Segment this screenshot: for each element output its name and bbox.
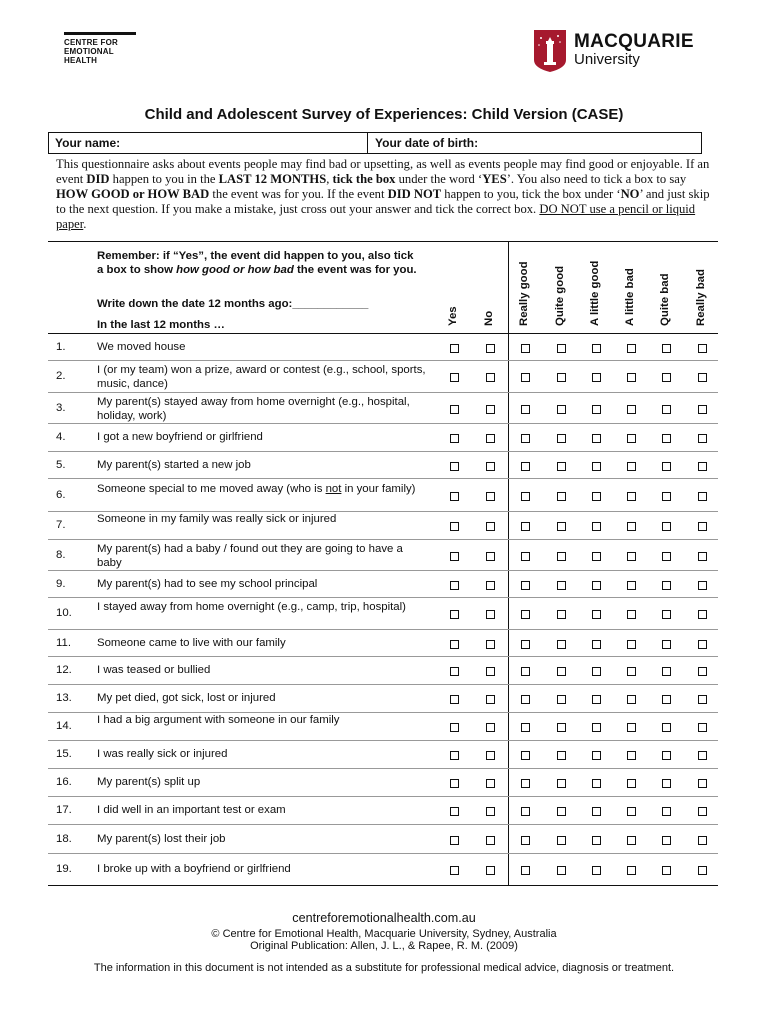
row-number: 9. bbox=[56, 577, 66, 590]
table-row bbox=[48, 361, 718, 393]
checkbox-4[interactable] bbox=[592, 807, 601, 816]
table-row bbox=[48, 854, 718, 886]
row-number: 7. bbox=[56, 519, 66, 531]
ceh-logo-line: HEALTH bbox=[64, 56, 98, 65]
macquarie-sub: University bbox=[574, 51, 640, 68]
checkbox-5[interactable] bbox=[627, 667, 636, 676]
checkbox-4[interactable] bbox=[592, 779, 601, 788]
table-row bbox=[48, 512, 718, 540]
checkbox-6[interactable] bbox=[662, 434, 671, 443]
checkbox-6[interactable] bbox=[662, 695, 671, 704]
checkbox-6[interactable] bbox=[662, 344, 671, 353]
checkbox-6[interactable] bbox=[662, 807, 671, 816]
name-dob-box bbox=[48, 132, 702, 154]
checkbox-4[interactable] bbox=[592, 667, 601, 676]
checkbox-2[interactable] bbox=[521, 779, 530, 788]
checkbox-2[interactable] bbox=[521, 405, 530, 414]
row-question: We moved house bbox=[97, 340, 186, 353]
checkbox-2[interactable] bbox=[521, 807, 530, 816]
checkbox-4[interactable] bbox=[592, 552, 601, 561]
checkbox-0[interactable] bbox=[450, 807, 459, 816]
ceh-logo-line: CENTRE FOR bbox=[64, 38, 118, 47]
checkbox-5[interactable] bbox=[627, 723, 636, 732]
checkbox-6[interactable] bbox=[662, 667, 671, 676]
row-question: My parent(s) had a baby / found out they are going to have a baby bbox=[97, 542, 403, 569]
checkbox-3[interactable] bbox=[557, 522, 566, 531]
remember-text: Remember: if “Yes”, the event did happen to you, also tick a box to show how good or how bad the event was for you. bbox=[97, 250, 417, 276]
checkbox-7[interactable] bbox=[698, 723, 707, 732]
checkbox-2[interactable] bbox=[521, 373, 530, 382]
checkbox-2[interactable] bbox=[521, 751, 530, 760]
checkbox-3[interactable] bbox=[557, 373, 566, 382]
checkbox-5[interactable] bbox=[627, 779, 636, 788]
table-row bbox=[48, 598, 718, 630]
table-row bbox=[48, 479, 718, 512]
checkbox-6[interactable] bbox=[662, 866, 671, 875]
checkbox-5[interactable] bbox=[627, 492, 636, 501]
ceh-logo bbox=[64, 32, 154, 65]
checkbox-5[interactable] bbox=[627, 552, 636, 561]
footer-disclaimer: The information in this document is not intended as a substitute for professional medical advice, diagnosis or treatment. bbox=[93, 962, 675, 974]
row-question: I did well in an important test or exam bbox=[97, 804, 286, 816]
row-number: 3. bbox=[56, 401, 66, 414]
checkbox-4[interactable] bbox=[592, 751, 601, 760]
checkbox-6[interactable] bbox=[662, 751, 671, 760]
column-header: Really bad bbox=[695, 269, 707, 326]
checkbox-7[interactable] bbox=[698, 552, 707, 561]
checkbox-1[interactable] bbox=[486, 492, 495, 501]
checkbox-3[interactable] bbox=[557, 434, 566, 443]
checkbox-6[interactable] bbox=[662, 552, 671, 561]
checkbox-7[interactable] bbox=[698, 462, 707, 471]
row-question: Someone in my family was really sick or injured bbox=[97, 513, 337, 525]
macquarie-logo bbox=[534, 30, 714, 76]
table-row bbox=[48, 713, 718, 741]
row-question: My parent(s) stayed away from home overnight (e.g., hospital, holiday, work) bbox=[97, 395, 410, 422]
checkbox-0[interactable] bbox=[450, 836, 459, 845]
last-12-months: In the last 12 months … bbox=[97, 319, 225, 331]
checkbox-4[interactable] bbox=[592, 405, 601, 414]
checkbox-7[interactable] bbox=[698, 581, 707, 590]
checkbox-6[interactable] bbox=[662, 522, 671, 531]
row-question: My parent(s) split up bbox=[97, 776, 201, 788]
checkbox-4[interactable] bbox=[592, 695, 601, 704]
checkbox-0[interactable] bbox=[450, 581, 459, 590]
checkbox-7[interactable] bbox=[698, 522, 707, 531]
checkbox-5[interactable] bbox=[627, 640, 636, 649]
checkbox-4[interactable] bbox=[592, 640, 601, 649]
checkbox-5[interactable] bbox=[627, 522, 636, 531]
row-number: 12. bbox=[56, 664, 72, 676]
checkbox-0[interactable] bbox=[450, 405, 459, 414]
checkbox-1[interactable] bbox=[486, 866, 495, 875]
ceh-logo-line: EMOTIONAL bbox=[64, 47, 114, 56]
checkbox-5[interactable] bbox=[627, 581, 636, 590]
checkbox-2[interactable] bbox=[521, 462, 530, 471]
date-line: Write down the date 12 months ago:____________ bbox=[97, 298, 369, 310]
checkbox-1[interactable] bbox=[486, 434, 495, 443]
name-label: Your name: bbox=[55, 136, 121, 150]
checkbox-7[interactable] bbox=[698, 344, 707, 353]
row-divider bbox=[48, 885, 718, 886]
row-number: 6. bbox=[56, 488, 66, 501]
checkbox-1[interactable] bbox=[486, 405, 495, 414]
table-row bbox=[48, 424, 718, 452]
column-header: A little good bbox=[589, 260, 601, 326]
checkbox-3[interactable] bbox=[557, 836, 566, 845]
checkbox-3[interactable] bbox=[557, 866, 566, 875]
checkbox-3[interactable] bbox=[557, 344, 566, 353]
checkbox-0[interactable] bbox=[450, 695, 459, 704]
checkbox-3[interactable] bbox=[557, 610, 566, 619]
row-number: 10. bbox=[56, 607, 72, 619]
table-row bbox=[48, 797, 718, 825]
checkbox-6[interactable] bbox=[662, 610, 671, 619]
column-header: No bbox=[483, 310, 495, 326]
checkbox-7[interactable] bbox=[698, 373, 707, 382]
checkbox-3[interactable] bbox=[557, 751, 566, 760]
checkbox-1[interactable] bbox=[486, 581, 495, 590]
checkbox-7[interactable] bbox=[698, 836, 707, 845]
checkbox-4[interactable] bbox=[592, 492, 601, 501]
row-question: My pet died, got sick, lost or injured bbox=[97, 692, 276, 704]
row-number: 15. bbox=[56, 748, 72, 760]
checkbox-2[interactable] bbox=[521, 581, 530, 590]
checkbox-2[interactable] bbox=[521, 610, 530, 619]
row-number: 11. bbox=[56, 636, 71, 649]
checkbox-4[interactable] bbox=[592, 581, 601, 590]
checkbox-1[interactable] bbox=[486, 522, 495, 531]
checkbox-2[interactable] bbox=[521, 667, 530, 676]
checkbox-6[interactable] bbox=[662, 581, 671, 590]
checkbox-7[interactable] bbox=[698, 695, 707, 704]
table-row bbox=[48, 769, 718, 797]
checkbox-5[interactable] bbox=[627, 751, 636, 760]
table-row bbox=[48, 685, 718, 713]
row-number: 4. bbox=[56, 431, 66, 443]
row-question: My parent(s) lost their job bbox=[97, 832, 226, 845]
checkbox-1[interactable] bbox=[486, 836, 495, 845]
row-question: I got a new boyfriend or girlfriend bbox=[97, 431, 263, 443]
checkbox-3[interactable] bbox=[557, 552, 566, 561]
row-question: I was really sick or injured bbox=[97, 748, 228, 760]
checkbox-3[interactable] bbox=[557, 581, 566, 590]
checkbox-4[interactable] bbox=[592, 836, 601, 845]
checkbox-0[interactable] bbox=[450, 492, 459, 501]
checkbox-1[interactable] bbox=[486, 807, 495, 816]
row-question: Someone special to me moved away (who is not in your family) bbox=[97, 482, 416, 495]
column-header: Quite bad bbox=[659, 273, 671, 326]
checkbox-1[interactable] bbox=[486, 723, 495, 732]
checkbox-7[interactable] bbox=[698, 807, 707, 816]
checkbox-2[interactable] bbox=[521, 836, 530, 845]
checkbox-1[interactable] bbox=[486, 373, 495, 382]
checkbox-1[interactable] bbox=[486, 751, 495, 760]
checkbox-1[interactable] bbox=[486, 779, 495, 788]
checkbox-5[interactable] bbox=[627, 405, 636, 414]
table-row bbox=[48, 825, 718, 854]
row-question: I was teased or bullied bbox=[97, 664, 211, 676]
checkbox-5[interactable] bbox=[627, 807, 636, 816]
row-question: I had a big argument with someone in our family bbox=[97, 714, 340, 726]
table-row bbox=[48, 334, 718, 361]
checkbox-0[interactable] bbox=[450, 779, 459, 788]
checkbox-7[interactable] bbox=[698, 866, 707, 875]
checkbox-2[interactable] bbox=[521, 723, 530, 732]
checkbox-4[interactable] bbox=[592, 434, 601, 443]
table-row bbox=[48, 571, 718, 598]
checkbox-1[interactable] bbox=[486, 667, 495, 676]
row-question: I stayed away from home overnight (e.g., camp, trip, hospital) bbox=[97, 601, 406, 613]
checkbox-0[interactable] bbox=[450, 462, 459, 471]
row-number: 8. bbox=[56, 548, 66, 561]
checkbox-2[interactable] bbox=[521, 695, 530, 704]
row-number: 16. bbox=[56, 776, 72, 788]
row-number: 18. bbox=[56, 832, 72, 845]
lighthouse-shield-icon bbox=[534, 30, 566, 72]
checkbox-3[interactable] bbox=[557, 640, 566, 649]
row-question: I broke up with a boyfriend or girlfriend bbox=[97, 863, 291, 875]
checkbox-7[interactable] bbox=[698, 640, 707, 649]
checkbox-1[interactable] bbox=[486, 640, 495, 649]
checkbox-5[interactable] bbox=[627, 836, 636, 845]
checkbox-3[interactable] bbox=[557, 723, 566, 732]
column-header: Really good bbox=[518, 261, 530, 326]
checkbox-0[interactable] bbox=[450, 640, 459, 649]
checkbox-4[interactable] bbox=[592, 723, 601, 732]
checkbox-1[interactable] bbox=[486, 462, 495, 471]
footer-credits bbox=[0, 928, 768, 952]
table-top-rule bbox=[48, 241, 718, 242]
row-question: I (or my team) won a prize, award or contest (e.g., school, sports, music, dance) bbox=[97, 364, 426, 390]
checkbox-4[interactable] bbox=[592, 373, 601, 382]
checkbox-4[interactable] bbox=[592, 522, 601, 531]
checkbox-0[interactable] bbox=[450, 344, 459, 353]
checkbox-3[interactable] bbox=[557, 462, 566, 471]
checkbox-6[interactable] bbox=[662, 462, 671, 471]
checkbox-0[interactable] bbox=[450, 434, 459, 443]
row-number: 17. bbox=[56, 804, 72, 816]
checkbox-4[interactable] bbox=[592, 610, 601, 619]
checkbox-0[interactable] bbox=[450, 610, 459, 619]
checkbox-1[interactable] bbox=[486, 552, 495, 561]
checkbox-0[interactable] bbox=[450, 723, 459, 732]
dob-label: Your date of birth: bbox=[375, 136, 479, 150]
checkbox-6[interactable] bbox=[662, 779, 671, 788]
checkbox-0[interactable] bbox=[450, 522, 459, 531]
checkbox-5[interactable] bbox=[627, 695, 636, 704]
checkbox-6[interactable] bbox=[662, 405, 671, 414]
checkbox-3[interactable] bbox=[557, 667, 566, 676]
checkbox-4[interactable] bbox=[592, 462, 601, 471]
row-question: My parent(s) started a new job bbox=[97, 458, 251, 471]
checkbox-7[interactable] bbox=[698, 751, 707, 760]
checkbox-7[interactable] bbox=[698, 610, 707, 619]
ceh-logo-bar bbox=[64, 32, 136, 35]
checkbox-5[interactable] bbox=[627, 462, 636, 471]
checkbox-5[interactable] bbox=[627, 866, 636, 875]
checkbox-1[interactable] bbox=[486, 344, 495, 353]
checkbox-0[interactable] bbox=[450, 751, 459, 760]
checkbox-0[interactable] bbox=[450, 667, 459, 676]
table-row bbox=[48, 657, 718, 685]
checkbox-1[interactable] bbox=[486, 610, 495, 619]
checkbox-7[interactable] bbox=[698, 667, 707, 676]
checkbox-0[interactable] bbox=[450, 552, 459, 561]
checkbox-2[interactable] bbox=[521, 552, 530, 561]
checkbox-7[interactable] bbox=[698, 779, 707, 788]
macquarie-name: MACQUARIE bbox=[574, 31, 694, 52]
checkbox-6[interactable] bbox=[662, 640, 671, 649]
checkbox-7[interactable] bbox=[698, 434, 707, 443]
checkbox-3[interactable] bbox=[557, 807, 566, 816]
checkbox-6[interactable] bbox=[662, 373, 671, 382]
footer-url[interactable]: centreforemotionalhealth.com.au bbox=[292, 911, 476, 925]
checkbox-3[interactable] bbox=[557, 695, 566, 704]
column-header: A little bad bbox=[624, 268, 636, 326]
table-row bbox=[48, 630, 718, 657]
checkbox-2[interactable] bbox=[521, 492, 530, 501]
checkbox-2[interactable] bbox=[521, 866, 530, 875]
row-number: 19. bbox=[56, 863, 72, 875]
instructions: This questionnaire asks about events people may find bad or upsetting, as well as events people may find good or enjoyable. If an event DID happen to you in the LAST 12 MONTHS, tick the box under the word ‘YES’. You also need to tick a box to say HOW GOOD or HOW BAD the event was for you. If the event DID NOT happen to you, tick the box under ‘NO’ and just skip to the next question. If you make a mistake, just cross out your answer and tick the correct box. DO NOT use a pencil or liquid paper. bbox=[56, 157, 710, 231]
checkbox-0[interactable] bbox=[450, 866, 459, 875]
checkbox-6[interactable] bbox=[662, 723, 671, 732]
column-header: Quite good bbox=[554, 265, 566, 326]
checkbox-4[interactable] bbox=[592, 344, 601, 353]
checkbox-6[interactable] bbox=[662, 836, 671, 845]
checkbox-2[interactable] bbox=[521, 640, 530, 649]
checkbox-5[interactable] bbox=[627, 373, 636, 382]
table-row bbox=[48, 741, 718, 769]
page-title: Child and Adolescent Survey of Experiences: Child Version (CASE) bbox=[144, 106, 624, 123]
row-number: 2. bbox=[56, 370, 66, 382]
checkbox-7[interactable] bbox=[698, 492, 707, 501]
checkbox-4[interactable] bbox=[592, 866, 601, 875]
table-row bbox=[48, 540, 718, 571]
checkbox-3[interactable] bbox=[557, 779, 566, 788]
row-question: My parent(s) had to see my school principal bbox=[97, 577, 318, 590]
row-number: 1. bbox=[56, 340, 66, 353]
checkbox-2[interactable] bbox=[521, 344, 530, 353]
row-number: 13. bbox=[56, 692, 72, 704]
checkbox-2[interactable] bbox=[521, 522, 530, 531]
footer-copyright: © Centre for Emotional Health, Macquarie University, Sydney, Australia bbox=[211, 928, 557, 940]
checkbox-0[interactable] bbox=[450, 373, 459, 382]
checkbox-7[interactable] bbox=[698, 405, 707, 414]
row-number: 14. bbox=[56, 720, 72, 732]
footer-publication: Original Publication: Allen, J. L., & Rapee, R. M. (2009) bbox=[250, 940, 518, 952]
checkbox-5[interactable] bbox=[627, 434, 636, 443]
checkbox-5[interactable] bbox=[627, 610, 636, 619]
row-number: 5. bbox=[56, 458, 66, 471]
checkbox-1[interactable] bbox=[486, 695, 495, 704]
column-header: Yes bbox=[447, 306, 459, 326]
table-row bbox=[48, 393, 718, 424]
checkbox-5[interactable] bbox=[627, 344, 636, 353]
checkbox-3[interactable] bbox=[557, 492, 566, 501]
checkbox-2[interactable] bbox=[521, 434, 530, 443]
checkbox-3[interactable] bbox=[557, 405, 566, 414]
checkbox-6[interactable] bbox=[662, 492, 671, 501]
row-question: Someone came to live with our family bbox=[97, 636, 286, 649]
table-row bbox=[48, 452, 718, 479]
